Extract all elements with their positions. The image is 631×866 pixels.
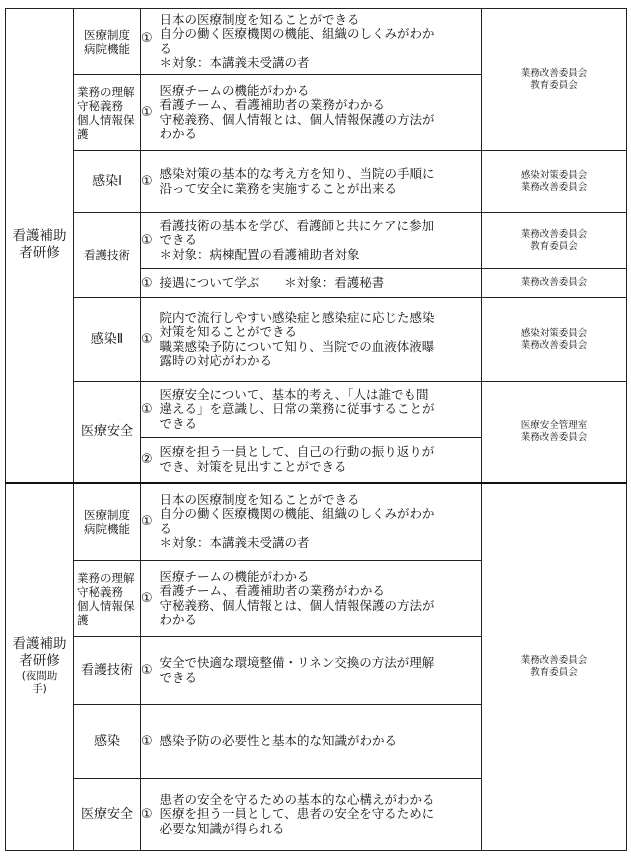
committee-cell [482, 298, 627, 382]
description-line: 患者の安全を守るための基本的な心構えがわかる [159, 791, 435, 807]
item-description [154, 75, 482, 151]
committee-line: 教育委員会 [530, 79, 578, 91]
description-line: でき、対策を見出すことができる [159, 458, 347, 474]
item-number: ① [141, 213, 154, 269]
description-line: ＊対象：本講義未受講の者 [159, 55, 310, 70]
item-number: ① [141, 561, 154, 637]
description-line: できる [159, 669, 198, 685]
table-row [6, 9, 627, 75]
item-description [154, 213, 482, 269]
description-line: 医療を担う一員として、自己の行動の振り返りが [159, 444, 435, 460]
committee-line: 業務改善委員会 [520, 228, 588, 240]
item-description [154, 9, 482, 75]
category-label: 医療安全 [80, 423, 133, 439]
description-line: 看護技術の基本を学び、看護師と共にケアに参加 [159, 217, 435, 233]
description-line: 安全で快適な環境整備・リネン交換の方法が理解 [159, 655, 435, 670]
item-description [154, 483, 482, 561]
category-cell [74, 151, 141, 213]
description-line: 自分の働く医療機関の機能、組織のしくみがわか [159, 26, 435, 41]
description-line: る [159, 520, 173, 536]
item-number: ① [141, 483, 154, 561]
committee-line: 感染対策委員会 [520, 327, 588, 339]
description-line: 日本の医療制度を知ることができる [159, 11, 360, 27]
description-line: 医療安全について、基本的考え、「人は誰でも間 [159, 386, 429, 402]
item-description [154, 637, 482, 705]
description-line: 違える」を意識し、日常の業務に従事することが [159, 401, 435, 417]
category-label: 看護技術 [84, 248, 130, 262]
description-line: 接遇について学ぶ ＊対象：看護秘書 [159, 274, 385, 290]
category-label: 医療安全 [80, 806, 133, 822]
table-row [6, 151, 627, 213]
committee-line: 業務改善委員会 [520, 277, 588, 288]
table-row [6, 483, 627, 561]
item-number: ① [141, 151, 154, 213]
group-name-cell [6, 9, 74, 483]
item-number: ① [141, 382, 154, 438]
category-label: 感染 [93, 733, 120, 749]
description-line: 沿って安全に業務を実施することが出来る [159, 180, 398, 196]
item-number: ① [141, 637, 154, 705]
committee-cell [482, 269, 627, 298]
committee-line: 業務改善委員会 [520, 67, 588, 79]
description-line: 守秘義務、個人情報とは、個人情報保護の方法が [159, 111, 435, 127]
description-line: 看護チーム、看護補助者の業務がわかる [159, 583, 385, 598]
group-name: 看護補助者研修 [12, 228, 67, 262]
item-description [154, 382, 482, 438]
description-line: 対策を知ることができる [159, 324, 298, 339]
category-label: 医療制度 病院機能 [84, 27, 130, 56]
committee-line: 業務改善委員会 [520, 654, 588, 666]
category-cell [74, 9, 141, 75]
table-row [6, 213, 627, 269]
category-cell [74, 298, 141, 382]
description-line: 必要な知識が得られる [159, 820, 285, 836]
category-cell [74, 705, 141, 779]
training-table [5, 8, 627, 851]
description-line: 感染対策の基本的な考え方を知り、当院の手順に [159, 166, 435, 181]
description-line: ＊対象：本講義未受講の者 [159, 535, 310, 551]
description-line: できる [159, 415, 198, 431]
category-cell [74, 561, 141, 637]
description-line: 守秘義務、個人情報とは、個人情報保護の方法が [159, 597, 435, 613]
table-row [6, 382, 627, 438]
group-name-cell [6, 483, 74, 851]
committee-cell [482, 483, 627, 851]
item-description [154, 705, 482, 779]
description-line: 看護チーム、看護補助者の業務がわかる [159, 97, 385, 112]
item-number: ① [141, 75, 154, 151]
category-label: 看護技術 [80, 662, 133, 678]
item-number: ② [141, 438, 154, 483]
committee-line: 教育委員会 [530, 666, 578, 678]
item-number: ① [141, 269, 154, 298]
item-description [154, 269, 482, 298]
description-line: 露時の対応がわかる [159, 353, 273, 368]
group-name: 看護補助者研修 [12, 636, 67, 670]
committee-line: 業務改善委員会 [520, 339, 588, 351]
description-line: 医療を担う一員として、患者の安全を守るために [159, 806, 435, 822]
item-number: ① [141, 298, 154, 382]
category-label: 業務の理解 守秘義務 個人情報保護 [77, 570, 135, 627]
item-description [154, 151, 482, 213]
committee-line: 業務改善委員会 [520, 431, 588, 443]
category-cell [74, 382, 141, 483]
category-label: 医療制度 病院機能 [84, 507, 130, 536]
committee-cell [482, 382, 627, 483]
description-line: 感染予防の必要性と基本的な知識がわかる [159, 733, 398, 749]
description-line: できる [159, 232, 198, 248]
item-description [154, 561, 482, 637]
committee-cell [482, 151, 627, 213]
item-description [154, 298, 482, 382]
item-number: ① [141, 779, 154, 851]
category-cell [74, 75, 141, 151]
table-row [6, 298, 627, 382]
description-line: ＊対象：病棟配置の看護補助者対象 [159, 246, 360, 262]
description-line: 日本の医療制度を知ることができる [159, 491, 360, 507]
description-line: 職業感染予防について知り、当院での血液体液曝 [159, 338, 435, 354]
category-cell [74, 213, 141, 298]
committee-line: 業務改善委員会 [520, 181, 588, 193]
committee-line: 教育委員会 [530, 240, 578, 252]
description-line: る [159, 40, 173, 56]
committee-cell [482, 9, 627, 151]
item-number: ① [141, 705, 154, 779]
committee-line: 感染対策委員会 [520, 169, 588, 181]
category-cell [74, 779, 141, 851]
committee-cell [482, 213, 627, 269]
category-label: 業務の理解 守秘義務 個人情報保護 [77, 84, 135, 141]
description-line: わかる [159, 612, 198, 627]
description-line: わかる [159, 126, 198, 141]
description-line: 医療チームの機能がわかる [159, 568, 310, 584]
category-label: 感染Ⅰ [92, 173, 122, 189]
category-cell [74, 637, 141, 705]
group-subtitle: (夜間助手) [21, 670, 58, 696]
description-line: 自分の働く医療機関の機能、組織のしくみがわか [159, 506, 435, 522]
committee-line: 医療安全管理室 [520, 419, 588, 431]
item-number: ① [141, 9, 154, 75]
item-description [154, 779, 482, 851]
description-line: 医療チームの機能がわかる [159, 82, 310, 98]
description-line: 院内で流行しやすい感染症と感染症に応じた感染 [159, 309, 435, 325]
item-description [154, 438, 482, 483]
category-cell [74, 483, 141, 561]
category-label: 感染Ⅱ [90, 331, 124, 347]
